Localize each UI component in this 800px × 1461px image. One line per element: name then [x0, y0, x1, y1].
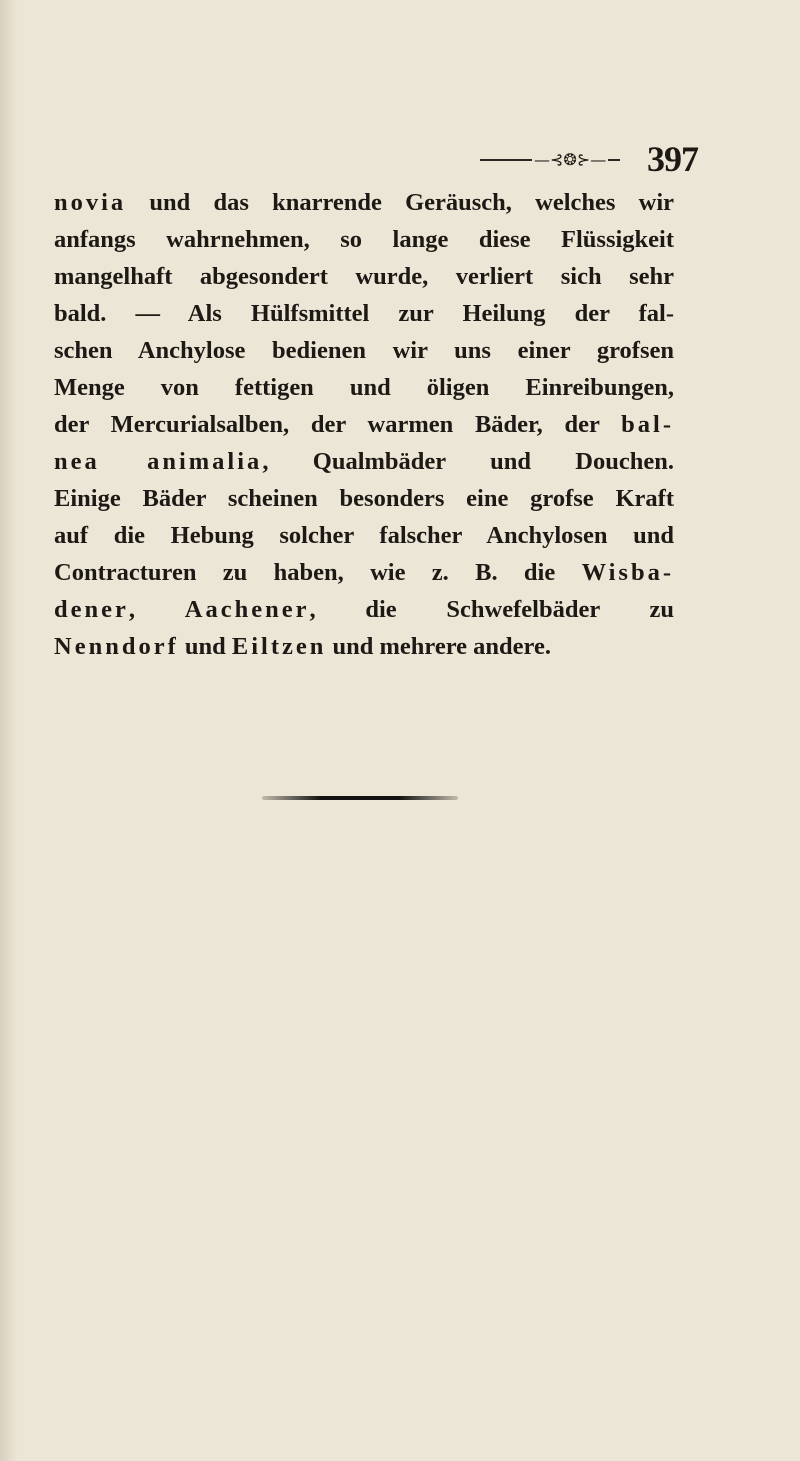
text-line [54, 480, 674, 517]
text-line [54, 517, 674, 554]
spaced-emphasis-text: Nenndorf [54, 633, 179, 660]
text-line [54, 591, 674, 628]
text-segment: und mehrere andere. [326, 633, 551, 660]
spaced-emphasis-text: bal- [621, 411, 674, 438]
text-segment: , [128, 596, 185, 623]
text-line [54, 332, 674, 369]
text-line [54, 554, 674, 591]
text-segment: bald. — Als Hülfsmittel zur Heilung der fal- [54, 300, 674, 327]
text-segment: auf die Hebung solcher falscher Anchylosen und [54, 522, 674, 549]
text-line [54, 406, 674, 443]
spaced-emphasis-text: Wisba- [581, 559, 674, 586]
ornament-glyph: —⊰❂⊱— [534, 150, 607, 169]
text-line [54, 184, 674, 221]
text-segment: schen Anchylose bedienen wir uns einer grofsen [54, 337, 674, 364]
text-segment: Einige Bäder scheinen besonders eine grofse Kraft [54, 485, 674, 512]
text-line [54, 295, 674, 332]
spaced-emphasis-text: novia [54, 189, 127, 216]
spaced-emphasis-text: Aachener [184, 596, 310, 623]
text-segment: , Qualmbäder und Douchen. [262, 448, 674, 475]
page-number: 397 [647, 139, 698, 179]
header-ornament [480, 150, 620, 169]
text-segment: , die Schwefelbäder zu [309, 596, 675, 623]
body-text [54, 184, 674, 665]
section-end-rule [262, 796, 458, 800]
page-header [480, 128, 700, 188]
text-segment: der Mercurialsalben, der warmen Bäder, der [54, 411, 622, 438]
text-line [54, 369, 674, 406]
spaced-emphasis-text: nea animalia [54, 448, 263, 475]
text-line [54, 258, 674, 295]
spaced-emphasis-text: dener [54, 596, 129, 623]
text-line [54, 221, 674, 258]
text-line [54, 443, 674, 480]
text-line [54, 628, 674, 665]
text-segment: Menge von fettigen und öligen Einreibungen, [54, 374, 674, 401]
spaced-emphasis-text: Eiltzen [231, 633, 327, 660]
text-segment: und [178, 633, 232, 660]
text-segment: und das knarrende Geräusch, welches wir [126, 189, 674, 216]
text-segment: Contracturen zu haben, wie z. B. die [54, 559, 582, 586]
text-segment: anfangs wahrnehmen, so lange diese Flüssigkeit [54, 226, 674, 253]
text-segment: mangelhaft abgesondert wurde, verliert sich sehr [54, 263, 674, 290]
